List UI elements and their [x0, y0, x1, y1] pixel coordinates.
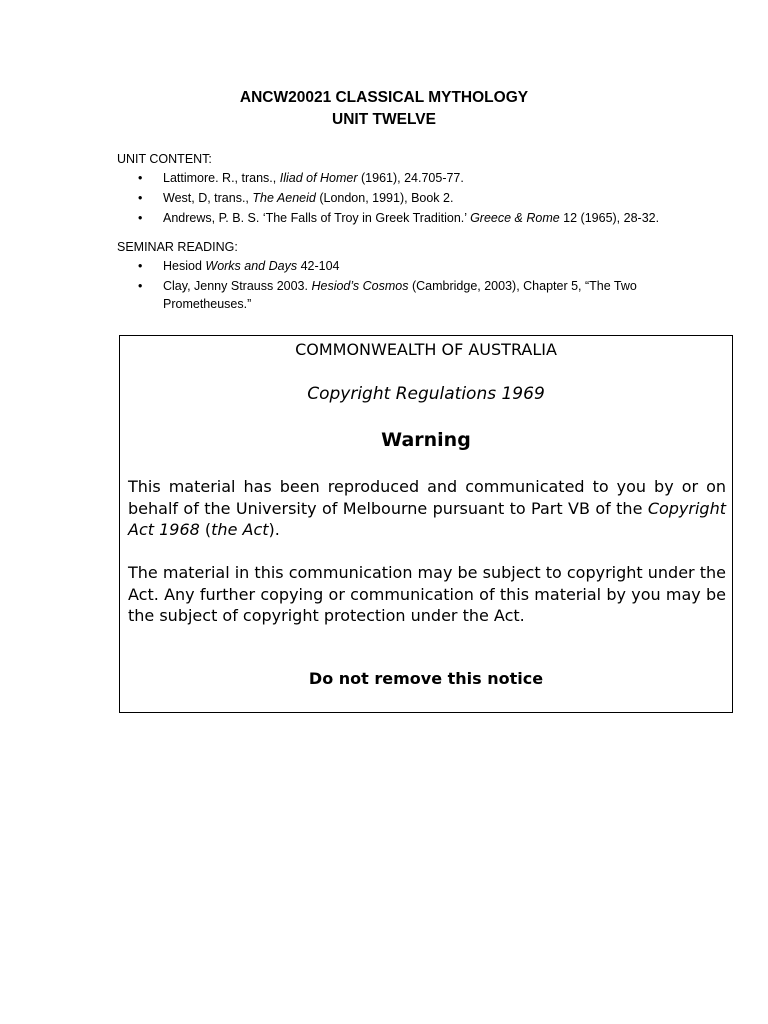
- seminar-reading-section: [117, 238, 677, 315]
- unit-title: UNIT TWELVE: [332, 111, 436, 128]
- notice-warning: Warning: [381, 429, 471, 451]
- seminar-reading-heading: SEMINAR READING:: [117, 240, 238, 254]
- bullet-icon: •: [138, 171, 143, 185]
- bullet-icon: •: [138, 191, 143, 205]
- course-title: ANCW20021 CLASSICAL MYTHOLOGY: [239, 89, 529, 106]
- notice-paragraph-1: This material has been reproduced and communicated to you by or on behalf of the University of Melbourne pursuant to Part VB of the Copyright Act 1968 (the Act).: [128, 477, 726, 539]
- notice-footer: Do not remove this notice: [308, 669, 544, 688]
- unit-content-section: [117, 150, 677, 229]
- bullet-icon: •: [138, 259, 143, 273]
- list-item: • Hesiod Works and Days 42-104: [138, 259, 340, 273]
- list-item: • West, D, trans., The Aeneid (London, 1991), Book 2.: [138, 191, 454, 205]
- notice-country: COMMONWEALTH OF AUSTRALIA: [295, 340, 557, 359]
- seminar-reading-list: [117, 257, 677, 313]
- notice-regulations: Copyright Regulations 1969: [307, 384, 545, 404]
- list-item: • Lattimore. R., trans., Iliad of Homer (1961), 24.705-77.: [138, 171, 464, 185]
- list-item: • Andrews, P. B. S. ‘The Falls of Troy in Greek Tradition.’ Greece & Rome 12 (1965), 28-32.: [138, 211, 660, 225]
- notice-paragraph-2: The material in this communication may be subject to copyright under the Act. Any further copying or communication of this material by you may be the subject of copyright protection under the Act.: [128, 563, 726, 625]
- copyright-notice-box: [119, 335, 733, 713]
- unit-content-list: [117, 169, 677, 227]
- list-item: • Clay, Jenny Strauss 2003. Hesiod’s Cosmos (Cambridge, 2003), Chapter 5, “The Two Prometheuses.”: [138, 279, 637, 311]
- unit-content-heading: UNIT CONTENT:: [117, 152, 212, 166]
- bullet-icon: •: [138, 211, 143, 225]
- bullet-icon: •: [138, 279, 143, 293]
